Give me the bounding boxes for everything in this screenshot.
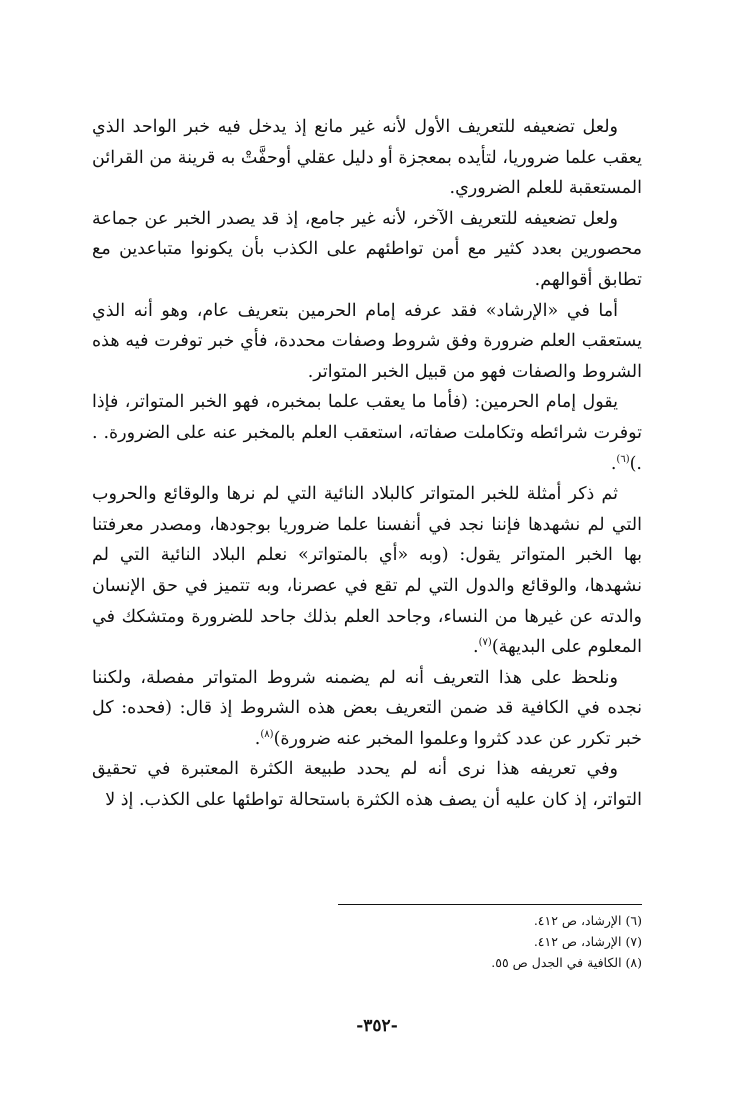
page-number: -٣٥٢- [356,1016,398,1036]
paragraph [92,479,642,663]
footnotes [340,910,642,973]
end-punct: . [254,728,261,749]
footnote-ref: (٧) [478,637,492,649]
quote-text: ثم ذكر أمثلة للخبر المتواتر كالبلاد النائية التي لم نرها والوقائع والحروب التي لم نشهدها فإننا نجد في أنفسنا علما ضروريا بوجودها، ومصدر معرفتنا بها الخبر المتواتر يقول: (وبه «أي بالمتواتر» نعلم البلاد النائية التي لم نشهدها، والوقائع والدول التي لم تقع في عصرنا، وبه تتميز في حق الإنسان والدته عن غيرها من النساء، وجاحد العلم بذلك جاحد للضرورة ومتشكك في المعلوم على البديهة) [92,484,642,658]
quote-text: ونلحظ على هذا التعريف أنه لم يضمنه شروط المتواتر مفصلة، ولكننا نجده في الكافية قد ضمن التعريف بعض هذه الشروط إذ قال: (فحده: كل خبر تكرر عن عدد كثروا وعلموا المخبر عنه ضرورة) [92,667,642,749]
end-punct: . [610,453,617,474]
footnote-ref: (٨) [260,729,274,741]
paragraph: أما في «الإرشاد» فقد عرفه إمام الحرمين بتعريف عام، وهو أنه الذي يستعقب العلم ضرورة وفق شروط وصفات محددة، فأي خبر توفرت فيه هذه الشروط والصفات فهو من قبيل الخبر المتواتر. [92,300,642,382]
footnote: (٨) الكافية في الجدل ص ٥٥. [491,955,642,970]
paragraph [92,663,642,755]
footnote-divider [338,904,642,905]
paragraph: ولعل تضعيفه للتعريف الآخر، لأنه غير جامع، إذ قد يصدر الخبر عن جماعة محصورين بعدد كثير مع أمن تواطئهم على الكذب بأن يكونوا متباعدين مع تطابق أقوالهم. [92,208,642,290]
footnote: (٧) الإرشاد، ص ٤١٢. [533,934,642,949]
footnote-ref: (٦) [616,453,630,465]
end-punct: . [473,637,479,658]
footnote: (٦) الإرشاد، ص ٤١٢. [533,913,642,928]
paragraph: وفي تعريفه هذا نرى أنه لم يحدد طبيعة الكثرة المعتبرة في تحقيق التواتر، إذ كان عليه أن يصف هذه الكثرة باستحالة تواطئها على الكذب. إذ لا [92,759,642,811]
paragraph [92,387,642,479]
paragraph: ولعل تضعيفه للتعريف الأول لأنه غير مانع إذ يدخل فيه خبر الواحد الذي يعقب علما ضروريا، لتأيده بمعجزة أو دليل عقلي أوحفَّتْ به قرينة من القرائن المستعقبة للعلم الضروري. [92,117,642,199]
quote-text: يقول إمام الحرمين: (فأما ما يعقب علما بمخبره، فهو الخبر المتواتر، فإذا توفرت شرائطه وتكاملت صفاته، استعقب العلم بالمخبر عنه على الضرورة. . .) [92,392,642,474]
body-text [92,112,642,816]
